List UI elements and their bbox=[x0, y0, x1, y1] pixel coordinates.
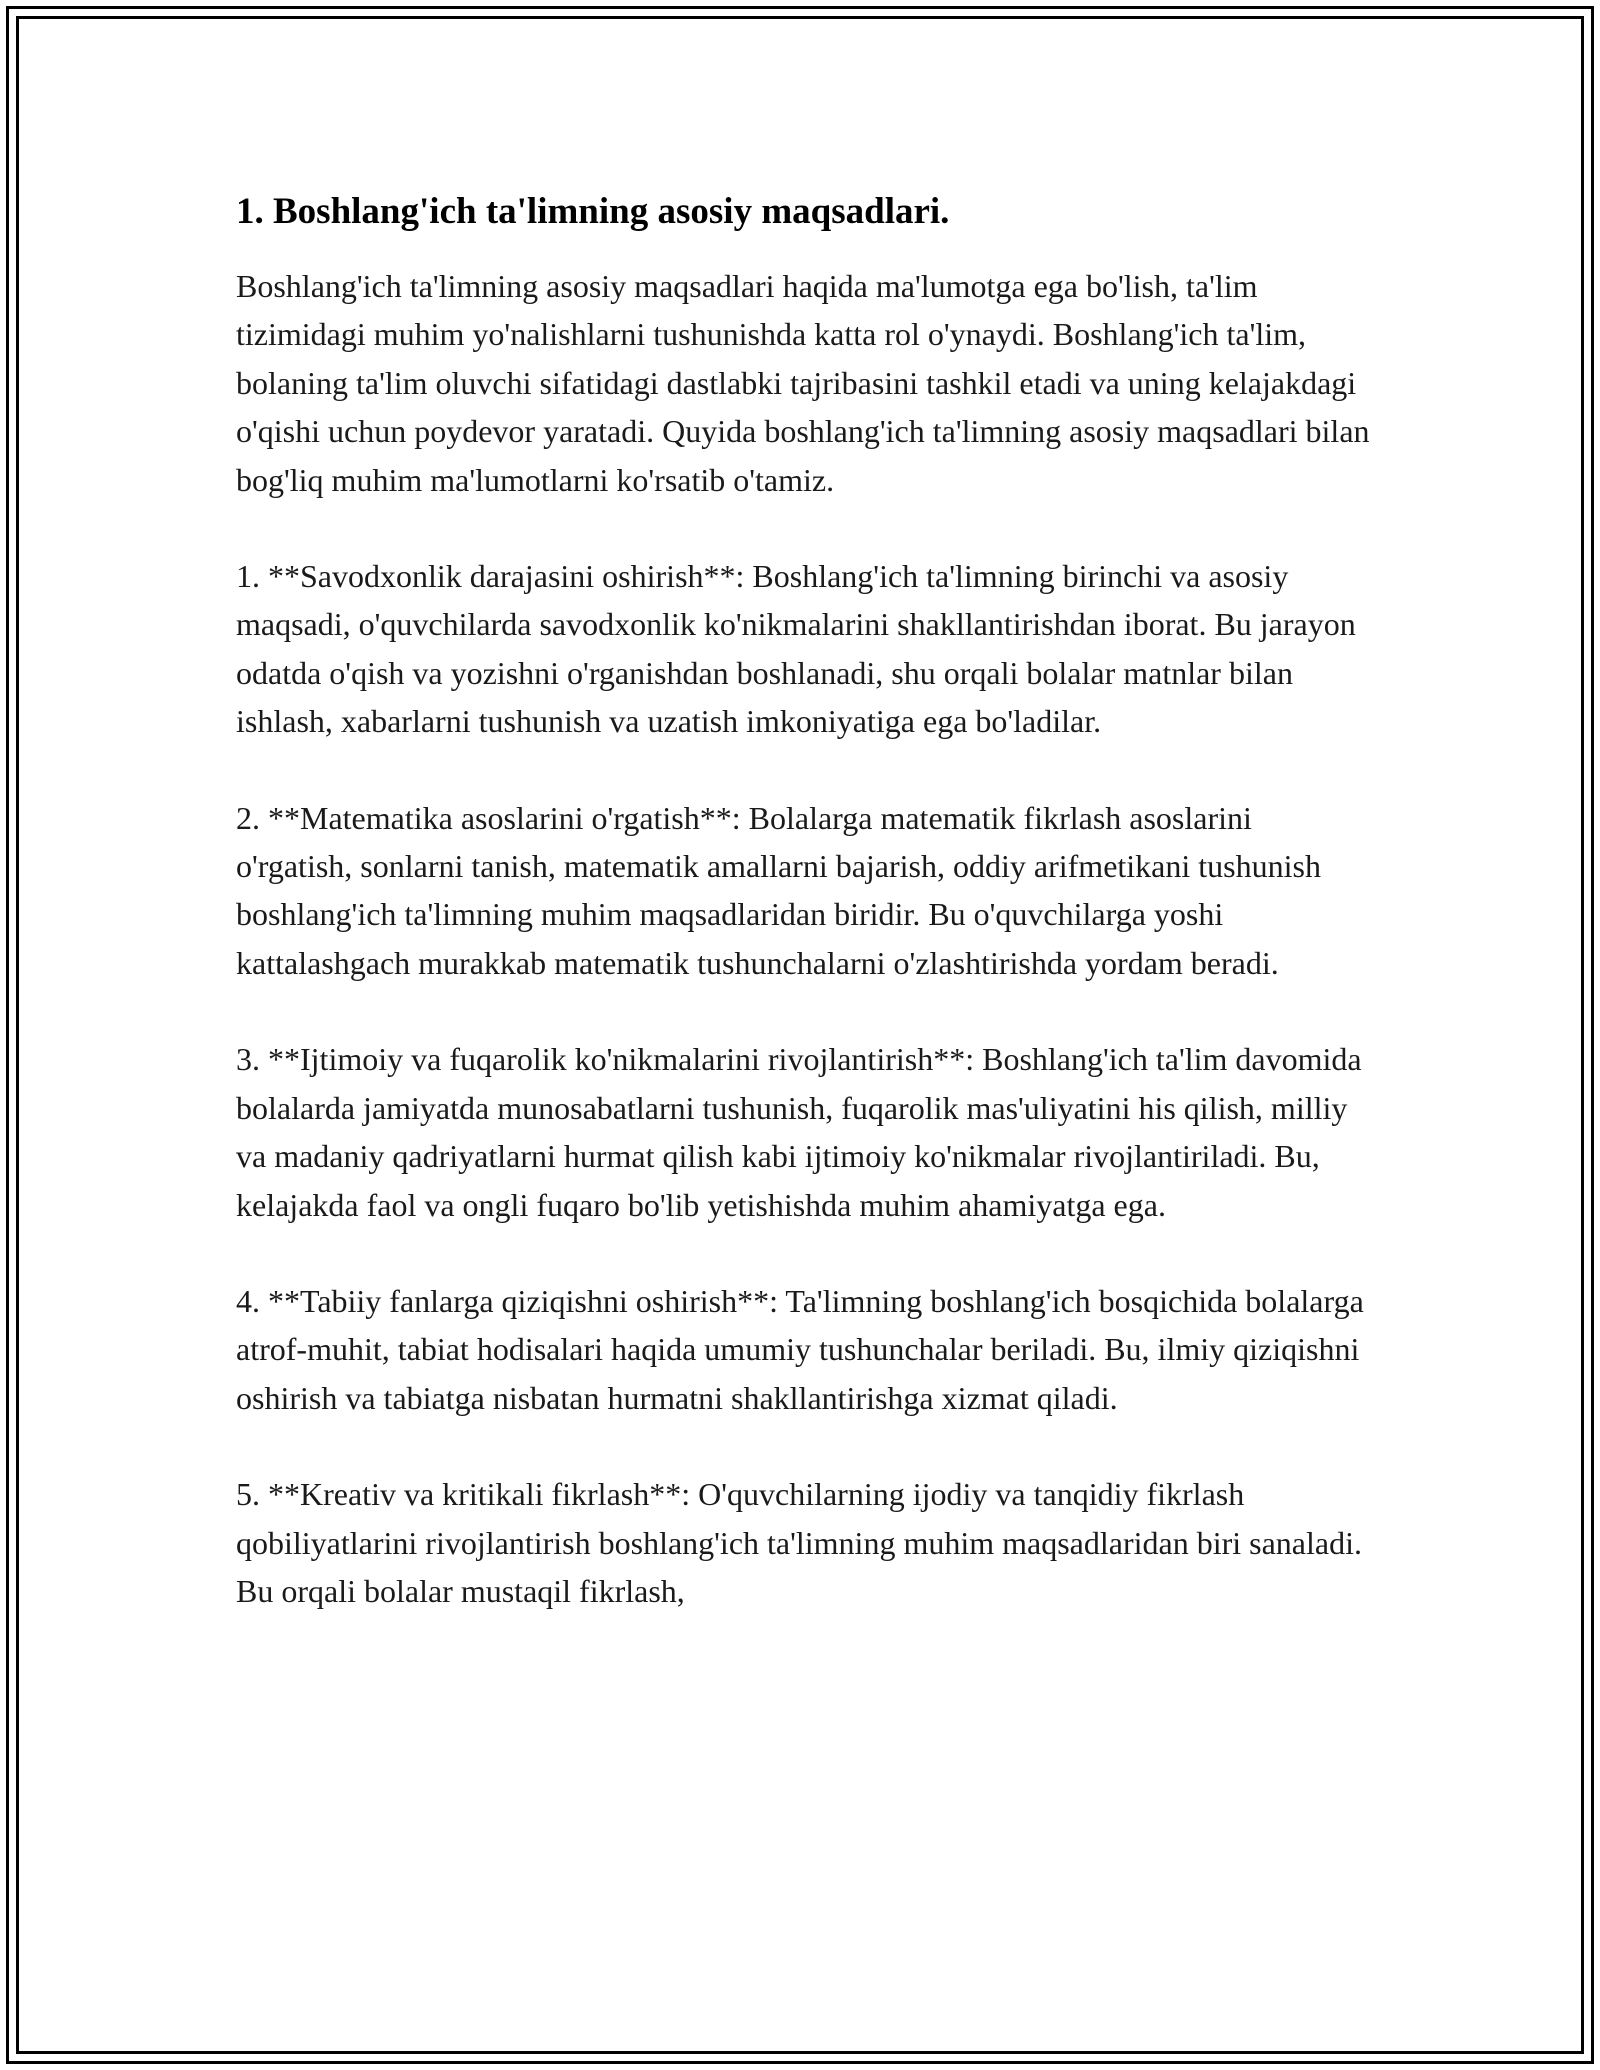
section-heading: 1. Boshlang'ich ta'limning asosiy maqsadlari. bbox=[236, 191, 950, 232]
list-item-mathematics: 2. **Matematika asoslarini o'rgatish**: Bolalarga matematik fikrlash asoslarini o'rgatish, sonlarni tanish, matematik amallarni bajarish, oddiy arifmetikani tushunish boshlang'ich ta'limning muhim maqsadlaridan biridir. Bu o'quvchilarga yoshi kattalashgach murakkab matematik tushunchalarni o'zlashtirishda yordam beradi. bbox=[236, 799, 1321, 981]
list-item-literacy: 1. **Savodxonlik darajasini oshirish**: Boshlang'ich ta'limning birinchi va asosiy maqsadi, o'quvchilarda savodxonlik ko'nikmalarini shakllantirishdan iborat. Bu jarayon odatda o'qish va yozishni o'rganishdan boshlanadi, shu orqali bolalar matnlar bilan ishlash, xabarlarni tushunish va uzatish imkoniyatiga ega bo'ladilar. bbox=[236, 558, 1356, 740]
intro-paragraph: Boshlang'ich ta'limning asosiy maqsadlari haqida ma'lumotga ega bo'lish, ta'lim tizimidagi muhim yo'nalishlarni tushunishda katta rol o'ynaydi. Boshlang'ich ta'lim, bolaning ta'lim oluvchi sifatidagi dastlabki tajribasini tashkil etadi va uning kelajakdagi o'qishi uchun poydevor yaratadi. Quyida boshlang'ich ta'limning asosiy maqsadlari bilan bog'liq muhim ma'lumotlarni ko'rsatib o'tamiz. bbox=[236, 268, 1370, 498]
list-item-natural-sciences: 4. **Tabiiy fanlarga qiziqishni oshirish**: Ta'limning boshlang'ich bosqichida bolalarga atrof-muhit, tabiat hodisalari haqida umumiy tushunchalar beriladi. Bu, ilmiy qiziqishni oshirish va tabiatga nisbatan hurmatni shakllantirishga xizmat qiladi. bbox=[236, 1282, 1364, 1416]
document-body bbox=[236, 186, 1376, 1663]
list-item-critical-thinking: 5. **Kreativ va kritikali fikrlash**: O'quvchilarning ijodiy va tanqidiy fikrlash qobiliyatlarini rivojlantirish boshlang'ich ta'limning muhim maqsadlaridan biri sanaladi. Bu orqali bolalar mustaqil fikrlash, bbox=[236, 1476, 1362, 1609]
list-item-social-skills: 3. **Ijtimoiy va fuqarolik ko'nikmalarini rivojlantirish**: Boshlang'ich ta'lim davomida bolalarda jamiyatda munosabatlarni tushunish, fuqarolik mas'uliyatini his qilish, milliy va madaniy qadriyatlarni hurmat qilish kabi ijtimoiy ko'nikmalar rivojlantiriladi. Bu, kelajakda faol va ongli fuqaro bo'lib yetishishda muhim ahamiyatga ega. bbox=[236, 1041, 1362, 1223]
